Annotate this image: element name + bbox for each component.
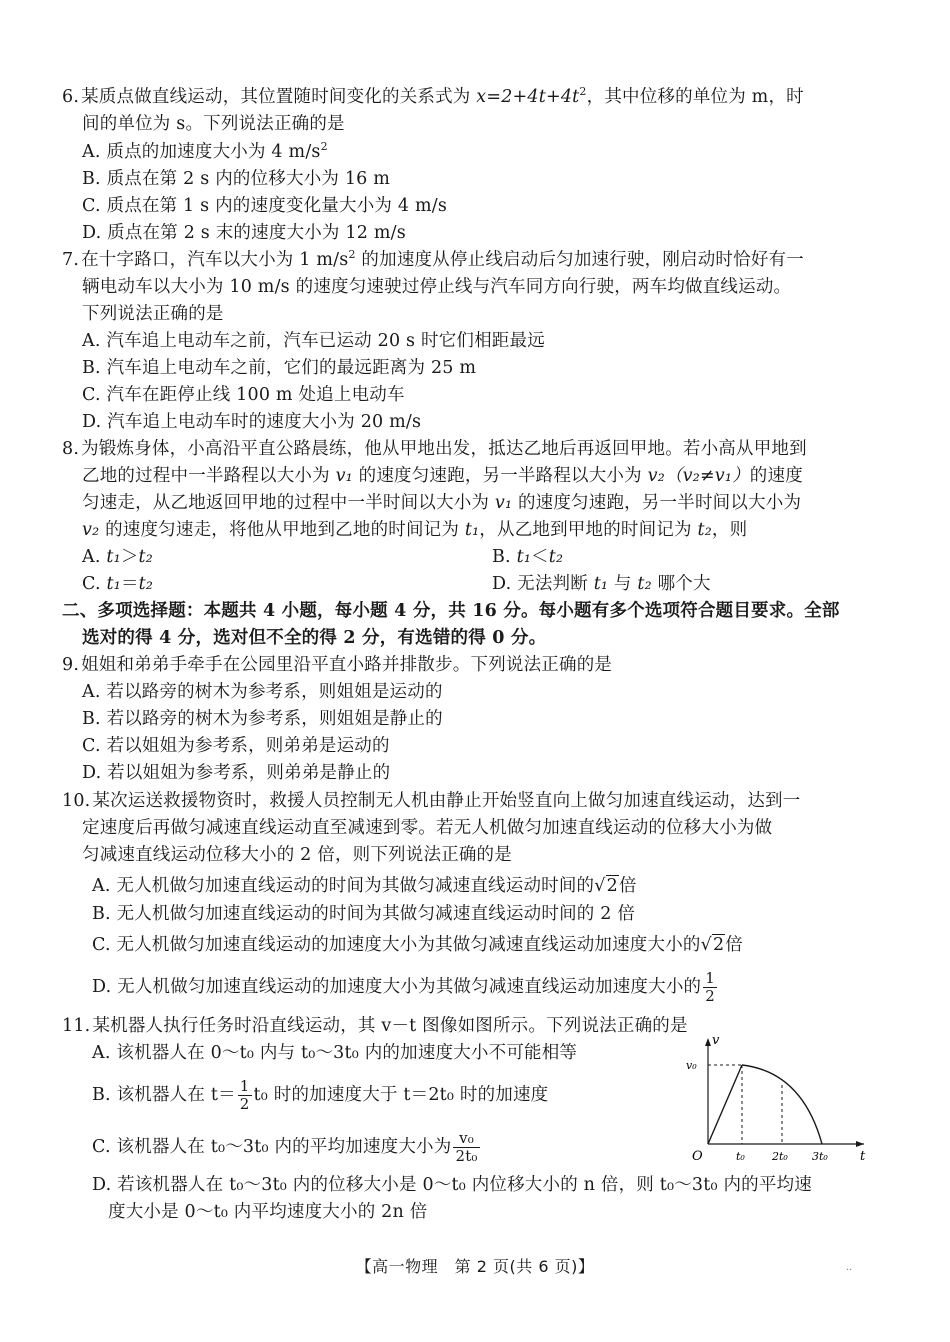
- q7-stem-line1: [62, 247, 804, 273]
- fraction-v0-over-2t0: [453, 1130, 479, 1165]
- sqrt-radicand: 2: [712, 935, 725, 955]
- q8-text: ，从乙地到甲地的时间记为: [479, 520, 698, 540]
- q10-stem-line2: 定速度后再做匀减速直线运动直至减速到零。若无人机做匀加速直线运动的位移大小为做: [82, 818, 773, 838]
- q8-stem-line3: [82, 490, 801, 516]
- q11-option-d-line1: D. 若该机器人在 t₀～3t₀ 内的位移大小是 0～t₀ 内位移大小的 n 倍，则 t₀～3t₀ 内的平均速: [92, 1175, 812, 1195]
- symbol-t2: t₂: [548, 547, 564, 567]
- q9-stem-text: 姐姐和弟弟手牵手在公园里沿平直小路并排散步。下列说法正确的是: [81, 655, 613, 675]
- corner-mark: ..: [846, 1262, 853, 1273]
- q8-stem-line1: [62, 436, 807, 462]
- symbol-t2: t₂: [138, 574, 154, 594]
- q8-text: ，则: [711, 520, 748, 540]
- fraction-denominator: 2: [705, 987, 715, 1005]
- q6-option-d: D. 质点在第 2 s 末的速度大小为 12 m/s: [82, 223, 406, 243]
- q10-option-a-end: 倍: [618, 876, 637, 896]
- symbol-t1: t₁: [593, 574, 609, 594]
- q8-option-d: [492, 571, 711, 597]
- v-axis-label: v: [712, 1034, 720, 1048]
- q8-option-label: A.: [82, 547, 107, 567]
- q8-option-c: [82, 571, 153, 597]
- 3t0-label: 3t₀: [812, 1150, 828, 1163]
- fraction-numerator: v₀: [453, 1130, 479, 1148]
- q8-text: 的速度匀速走，将他从甲地到乙地的时间记为: [99, 520, 465, 540]
- q11-option-b-part2: t₀ 时的加速度大于 t＝2t₀ 时的加速度: [253, 1085, 549, 1105]
- q8-option-label: B.: [492, 547, 517, 567]
- q10-option-a: [92, 873, 637, 899]
- q8-text: 的速度匀速跑，另一半时间以大小为: [512, 493, 802, 513]
- fraction-one-half: [238, 1078, 252, 1113]
- q8-option-b: [492, 544, 563, 570]
- q10-option-d-text: D. 无人机做匀加速直线运动的加速度大小为其做匀减速直线运动加速度大小的: [92, 977, 702, 997]
- q8-text: 匀速走，从乙地返回甲地的过程中一半时间以大小为: [82, 493, 495, 513]
- symbol-lt: ＜: [531, 547, 549, 567]
- q10-option-c-end: 倍: [725, 935, 743, 955]
- symbol-gt: ＞: [120, 547, 139, 567]
- fraction-denominator: 2: [239, 1095, 250, 1113]
- symbol-v1: v₁: [335, 466, 353, 486]
- q7-option-a: A. 汽车追上电动车之前，汽车已运动 20 s 时它们相距最远: [82, 331, 545, 351]
- q6-option-b: B. 质点在第 2 s 内的位移大小为 16 m: [82, 169, 391, 189]
- q7-stem-line3: 下列说法正确的是: [82, 304, 224, 324]
- q10-option-c-text: C. 无人机做匀加速直线运动的加速度大小为其做匀减速直线运动加速度大小的: [92, 935, 701, 955]
- v0-label: v₀: [686, 1059, 697, 1072]
- q8-option-text: 哪个大: [651, 574, 711, 594]
- q11-option-d-line2: 度大小是 0～t₀ 内平均速度大小的 2n 倍: [108, 1202, 428, 1222]
- q9-option-a: A. 若以路旁的树木为参考系，则姐姐是运动的: [82, 682, 443, 702]
- symbol-t1: t₁: [106, 574, 121, 594]
- q7-stem-line2: 辆电动车以大小为 10 m/s 的速度匀速驶过停止线与汽车同方向行驶，两车均做直线运动。: [82, 277, 792, 297]
- symbol-v2: v₂: [82, 520, 100, 540]
- q10-stem-line3: 匀减速直线运动位移大小的 2 倍，则下列说法正确的是: [82, 845, 512, 865]
- symbol-v2: v₂: [647, 466, 665, 486]
- q6-formula: x=2+4t+4t: [476, 87, 580, 107]
- q11-option-a: A. 该机器人在 0～t₀ 内与 t₀～3t₀ 内的加速度大小不可能相等: [92, 1043, 578, 1063]
- q8-text: 的速度匀速跑，另一半路程以大小为: [352, 466, 648, 486]
- q8-text: 乙地的过程中一半路程以大小为: [82, 466, 336, 486]
- q10-number: 10.: [62, 791, 91, 811]
- sqrt-radicand: 2: [606, 876, 618, 896]
- origin-label: O: [692, 1149, 703, 1164]
- q6-option-a: [82, 139, 328, 165]
- t0-label: t₀: [736, 1150, 745, 1163]
- q8-stem-part1: 为锻炼身体，小高沿平直公路晨练，他从甲地出发，抵达乙地后再返回甲地。若小高从甲地到: [81, 439, 807, 459]
- symbol-t1: t₁: [106, 547, 121, 567]
- sqrt-symbol: √2: [700, 935, 725, 955]
- q10-stem-part1: 某次运送救援物资时，救援人员控制无人机由静止开始竖直向上做匀加速直线运动，达到一: [92, 791, 801, 811]
- q9-option-b: B. 若以路旁的树木为参考系，则姐姐是静止的: [82, 709, 443, 729]
- symbol-t2: t₂: [637, 574, 652, 594]
- q11-stem-text: 某机器人执行任务时沿直线运动，其 v－t 图像如图所示。下列说法正确的是: [92, 1016, 688, 1036]
- q7-stem-power: 2: [348, 248, 356, 261]
- q10-option-c: [92, 932, 743, 958]
- q9-number: 9.: [62, 655, 80, 675]
- q8-option-a: [82, 544, 153, 570]
- q7-stem-part2: 的加速度从停止线启动后匀加速行驶，刚启动时恰好有一: [355, 250, 804, 270]
- page-footer: 【高一物理 第 2 页(共 6 页)】: [355, 1257, 595, 1276]
- q6-stem-line2: 间的单位为 s。下列说法正确的是: [82, 114, 345, 134]
- q8-number: 8.: [62, 439, 80, 459]
- q7-number: 7.: [62, 250, 80, 270]
- q8-stem-line4: [82, 517, 747, 543]
- q8-text: 的速度: [749, 466, 803, 486]
- vt-graph: [684, 1034, 870, 1164]
- symbol-t1: t₁: [516, 547, 532, 567]
- q7-option-c: C. 汽车在距停止线 100 m 处追上电动车: [82, 385, 405, 405]
- 2t0-label: 2t₀: [772, 1150, 788, 1163]
- t-axis-label: t: [860, 1149, 866, 1164]
- fraction-one-half: [703, 970, 717, 1005]
- symbol-v1: v₁: [494, 493, 513, 513]
- accel-segment: [708, 1065, 742, 1144]
- q10-stem-line1: [62, 788, 800, 814]
- q11-option-b-part1: B. 该机器人在 t＝: [92, 1085, 236, 1105]
- fraction-numerator: 1: [239, 1077, 250, 1095]
- symbol-t1: t₁: [464, 520, 480, 540]
- q11-option-c: [92, 1130, 482, 1165]
- fraction-denominator: 2t₀: [455, 1147, 478, 1165]
- symbol-v2-condition: （v₂≠v₁）: [664, 466, 750, 486]
- q8-stem-line2: [82, 463, 803, 489]
- fraction-numerator: 1: [705, 969, 715, 987]
- q6-formula-power: 2: [579, 85, 587, 98]
- q10-option-d: [92, 970, 719, 1005]
- q6-stem-part1: 某质点做直线运动，其位置随时间变化的关系式为: [81, 87, 477, 107]
- q11-stem: [62, 1013, 688, 1039]
- q7-option-d: D. 汽车追上电动车时的速度大小为 20 m/s: [82, 412, 422, 432]
- q9-stem: [62, 652, 612, 678]
- q10-option-a-text: A. 无人机做匀加速直线运动的时间为其做匀减速直线运动时间的: [92, 876, 595, 896]
- q6-option-a-power: 2: [320, 140, 328, 153]
- q7-option-b: B. 汽车追上电动车之前，它们的最远距离为 25 m: [82, 358, 477, 378]
- q11-option-b: [92, 1078, 548, 1113]
- q7-stem-part1: 在十字路口，汽车以大小为 1 m/s: [81, 250, 349, 270]
- q6-stem-line1: [62, 84, 804, 110]
- q8-option-text: D. 无法判断: [492, 574, 594, 594]
- section2-heading-line2: 选对的得 4 分，选对但不全的得 2 分，有选错的得 0 分。: [82, 628, 547, 648]
- q8-option-label: C.: [82, 574, 107, 594]
- q6-stem-part2: ，其中位移的单位为 m，时: [586, 87, 804, 107]
- q6-option-a-text: A. 质点的加速度大小为 4 m/s: [82, 142, 321, 162]
- q8-option-text: 与: [608, 574, 638, 594]
- q6-number: 6.: [62, 87, 80, 107]
- v-axis-arrow: [705, 1038, 711, 1046]
- symbol-eq: ＝: [120, 574, 139, 594]
- q9-option-d: D. 若以姐姐为参考系，则弟弟是静止的: [82, 763, 391, 783]
- sqrt-symbol: √2: [594, 876, 618, 896]
- q9-option-c: C. 若以姐姐为参考系，则弟弟是运动的: [82, 736, 390, 756]
- section2-heading-line1: 二、多项选择题：本题共 4 小题，每小题 4 分，共 16 分。每小题有多个选项符合题目要求。全部: [62, 601, 840, 621]
- q11-option-c-text: C. 该机器人在 t₀～3t₀ 内的平均加速度大小为: [92, 1137, 452, 1157]
- t-axis-arrow: [856, 1141, 864, 1147]
- q10-option-b: B. 无人机做匀加速直线运动的时间为其做匀减速直线运动时间的 2 倍: [92, 904, 636, 924]
- q6-option-c: C. 质点在第 1 s 内的速度变化量大小为 4 m/s: [82, 196, 448, 216]
- symbol-t2: t₂: [138, 547, 153, 567]
- symbol-t2: t₂: [697, 520, 712, 540]
- q11-number: 11.: [62, 1016, 91, 1036]
